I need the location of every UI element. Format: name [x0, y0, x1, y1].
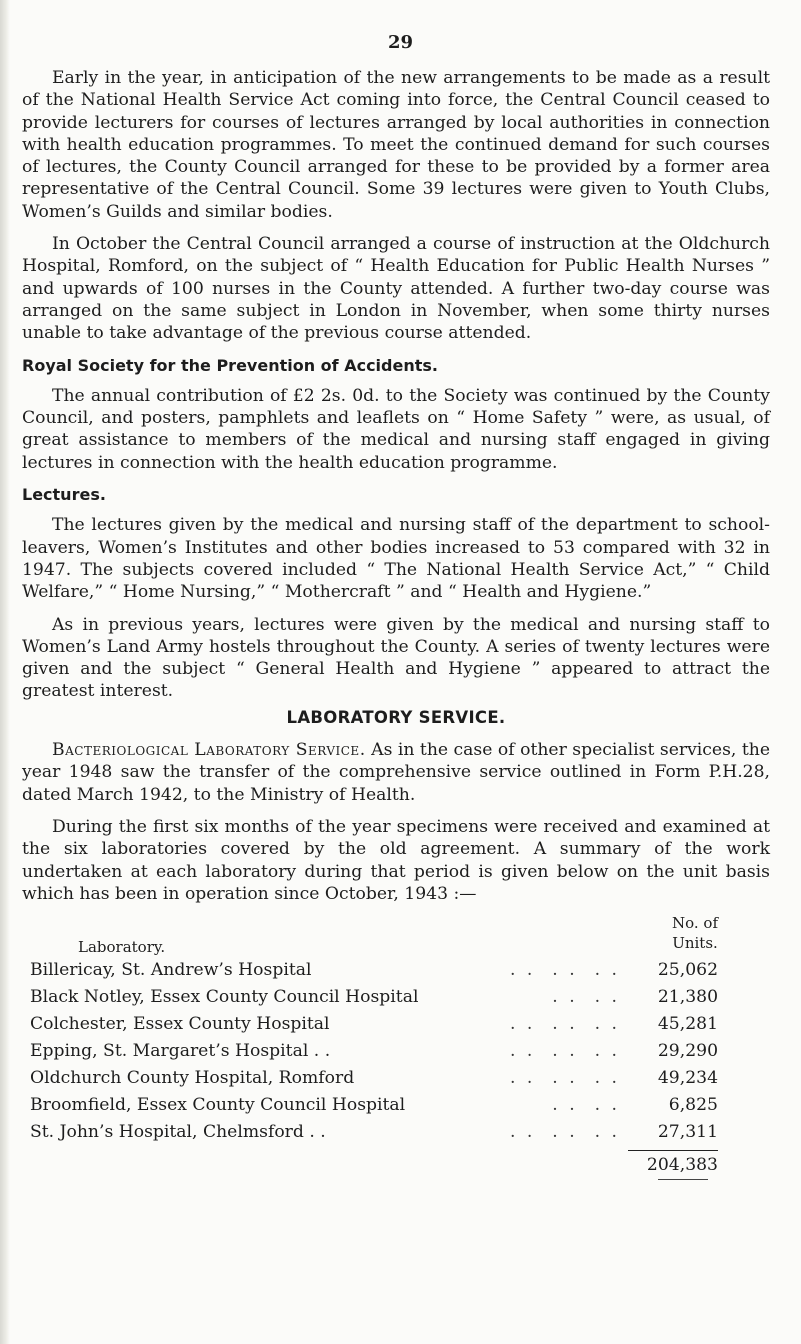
table-row	[30, 984, 730, 1011]
lab-name: St. John’s Hospital, Chelmsford . .	[30, 1122, 326, 1143]
leader-dots: . . . .	[552, 987, 620, 1008]
lab-name: Oldchurch County Hospital, Romford	[30, 1068, 355, 1089]
table-row	[30, 1065, 730, 1092]
lab-name: Black Notley, Essex County Council Hospital	[30, 987, 419, 1008]
lab-units: 45,281	[657, 1014, 718, 1035]
laboratory-lead-rest: As in the case of other specialist services, the year 1948 saw the transfer of the comprehensive service outlined in Form P.H.28, dated March 1942, to the Ministry of Health.	[22, 740, 770, 805]
intro-paragraph-1: Early in the year, in anticipation of the new arrangements to be made as a result of the National Health Service Act coming into force, the Central Council ceased to provide lecturers for courses of lectures arranged by local authorities in connection with health education programmes. To meet the continued demand for such courses of lectures, the County Council arranged for these to be provided by a former area representative of the Central Council. Some 39 lectures were given to Youth Clubs, Women’s Guilds and similar bodies.	[22, 68, 770, 222]
rospa-heading: Royal Society for the Prevention of Accidents.	[22, 355, 438, 375]
column-units-line1: No. of	[671, 914, 718, 933]
column-laboratory: Laboratory.	[78, 938, 166, 957]
total-underline	[658, 1179, 708, 1180]
laboratory-lead: Bacteriological Laboratory Service.	[52, 740, 366, 761]
total-units: 204,383	[646, 1155, 718, 1176]
lectures-paragraph-1: The lectures given by the medical and nursing staff of the department to school-leavers, Women’s Institutes and other bodies increased to 53 compared with 32 in 1947. The subjects covered included “ The National Health Service Act,” “ Child Welfare,” “ Home Nursing,” “ Mothercraft ” and “ Health and Hygiene.”	[22, 515, 770, 603]
table-row	[30, 1011, 730, 1038]
lab-units: 29,290	[657, 1041, 718, 1062]
column-units-line2: Units.	[672, 934, 718, 953]
lectures-paragraph-2: As in previous years, lectures were given by the medical and nursing staff to Women’s Land Army hostels throughout the County. A series of twenty lectures were given and the subject “ General Health and Hygiene ” appeared to attract the greatest interest.	[22, 614, 770, 702]
lab-units: 27,311	[657, 1122, 718, 1143]
lab-units: 21,380	[657, 987, 718, 1008]
table-header	[30, 913, 730, 957]
laboratory-paragraph-1	[22, 739, 770, 806]
leader-dots: . . . . . .	[509, 1122, 620, 1143]
lab-units: 49,234	[657, 1068, 718, 1089]
lectures-heading: Lectures.	[22, 485, 106, 505]
column-units	[672, 913, 718, 953]
leader-dots: . . . . . .	[509, 1068, 620, 1089]
leader-dots: . . . . . .	[509, 1041, 620, 1062]
table-row	[30, 957, 730, 984]
lab-units: 6,825	[668, 1095, 718, 1116]
laboratory-heading: LABORATORY SERVICE.	[286, 707, 506, 727]
lab-name: Broomfield, Essex County Council Hospital	[30, 1095, 406, 1116]
lab-name: Billericay, St. Andrew’s Hospital	[30, 960, 312, 981]
table-row	[30, 1119, 730, 1146]
laboratory-paragraph-2: During the first six months of the year specimens were received and examined at the six laboratories covered by the old agreement. A summary of the work undertaken at each laboratory during that period is given below on the unit basis which has been in operation since October, 1943 :—	[22, 816, 770, 904]
laboratory-table	[30, 913, 730, 1180]
lab-name: Epping, St. Margaret’s Hospital . .	[30, 1041, 331, 1062]
page-edge-shadow	[0, 0, 10, 1344]
leader-dots: . . . . . .	[509, 1014, 620, 1035]
table-total-row	[30, 1151, 730, 1179]
table-row	[30, 1092, 730, 1119]
lab-units: 25,062	[657, 960, 718, 981]
page-number: 29	[387, 32, 414, 53]
leader-dots: . . . .	[552, 1095, 620, 1116]
leader-dots: . . . . . .	[509, 960, 620, 981]
page-body	[22, 67, 770, 1180]
rospa-paragraph: The annual contribution of £2 2s. 0d. to the Society was continued by the County Council, and posters, pamphlets and leaflets on “ Home Safety ” were, as usual, of great assistance to members of the medical and nursing staff engaged in giving lectures in connection with the health education programme.	[22, 385, 770, 473]
intro-paragraph-2: In October the Central Council arranged a course of instruction at the Oldchurch Hospital, Romford, on the subject of “ Health Education for Public Health Nurses ” and upwards of 100 nurses in the County attended. A further two-day course was arranged on the same subject in London in November, when some thirty nurses unable to take advantage of the previous course attended.	[22, 234, 770, 344]
table-row	[30, 1038, 730, 1065]
lab-name: Colchester, Essex County Hospital	[30, 1014, 330, 1035]
